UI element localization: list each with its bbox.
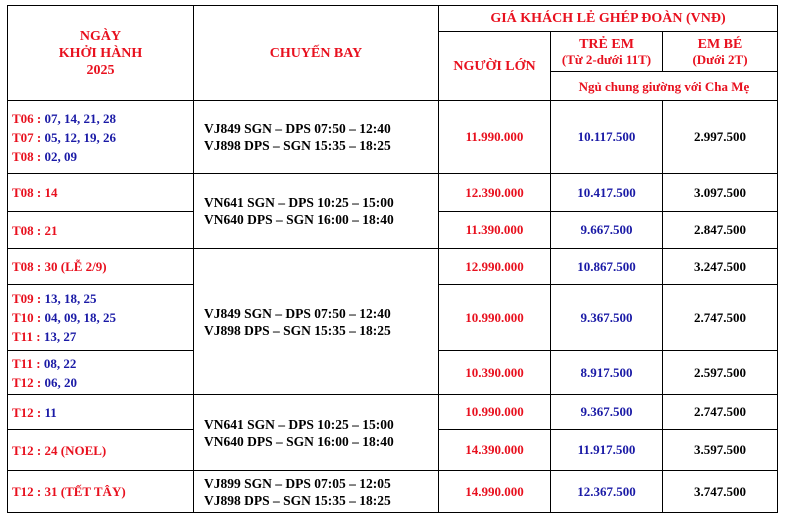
adult-price: 12.990.000 [439, 249, 551, 285]
baby-price: 3.097.500 [663, 174, 778, 212]
date-header-line-3: 2025 [86, 62, 115, 78]
table-row [8, 395, 778, 430]
date-line: T06 : 07, 14, 21, 28 [12, 110, 117, 126]
baby-header-subtitle: (Dưới 2T) [692, 51, 748, 67]
child-column-header [551, 32, 663, 72]
flight-line: VN640 DPS – SGN 16:00 – 18:40 [204, 433, 394, 449]
adult-price: 10.990.000 [439, 285, 551, 351]
date-line: T08 : 02, 09 [12, 148, 78, 164]
flight-line: VN640 DPS – SGN 16:00 – 18:40 [204, 212, 394, 227]
table-row [8, 174, 778, 212]
date-line: T08 : 21 [12, 222, 58, 238]
adult-price: 11.990.000 [439, 101, 551, 174]
date-cell [8, 430, 194, 471]
date-line: T11 : 08, 22 [12, 355, 77, 371]
flight-column-header: CHUYẾN BAY [194, 6, 439, 101]
date-line: T08 : 30 (LỄ 2/9) [12, 259, 107, 274]
table-row [8, 101, 778, 174]
date-cell [8, 471, 194, 513]
date-column-header [8, 6, 194, 101]
child-price: 12.367.500 [551, 471, 663, 513]
date-cell [8, 212, 194, 249]
baby-header-title: EM BÉ [697, 36, 743, 52]
flight-cell [194, 174, 439, 249]
flight-line: VJ898 DPS – SGN 15:35 – 18:25 [204, 492, 391, 508]
date-cell [8, 285, 194, 351]
baby-price: 2.997.500 [663, 101, 778, 174]
price-table-wrapper [7, 5, 778, 513]
child-header-title: TRẺ EM [579, 36, 634, 52]
flight-line: VJ849 SGN – DPS 07:50 – 12:40 [204, 121, 391, 136]
flight-line: VJ898 DPS – SGN 15:35 – 18:25 [204, 138, 391, 153]
date-header-line-1: NGÀY [79, 28, 122, 44]
table-row [8, 249, 778, 285]
flight-line: VN641 SGN – DPS 10:25 – 15:00 [204, 416, 394, 432]
date-line: T11 : 13, 27 [12, 329, 77, 344]
header-row-1 [8, 6, 778, 32]
flight-line: VJ899 SGN – DPS 07:05 – 12:05 [204, 475, 391, 491]
date-cell [8, 101, 194, 174]
date-cell [8, 249, 194, 285]
baby-price: 2.847.500 [663, 212, 778, 249]
adult-price: 12.390.000 [439, 174, 551, 212]
date-cell [8, 174, 194, 212]
flight-line: VJ898 DPS – SGN 15:35 – 18:25 [204, 322, 391, 338]
flight-cell [194, 101, 439, 174]
child-price: 10.117.500 [551, 101, 663, 174]
date-line: T09 : 13, 18, 25 [12, 291, 97, 306]
child-price: 10.417.500 [551, 174, 663, 212]
adult-price: 10.390.000 [439, 351, 551, 395]
flight-line: VN641 SGN – DPS 10:25 – 15:00 [204, 195, 394, 210]
tour-price-table [7, 5, 778, 513]
table-row [8, 471, 778, 513]
child-price: 10.867.500 [551, 249, 663, 285]
date-line: T12 : 31 (TẾT TÂY) [12, 484, 126, 499]
child-price: 8.917.500 [551, 351, 663, 395]
shared-bed-note: Ngủ chung giường với Cha Mẹ [551, 72, 778, 101]
baby-price: 3.247.500 [663, 249, 778, 285]
date-line: T12 : 06, 20 [12, 374, 78, 390]
child-header-subtitle: (Từ 2-dưới 11T) [561, 51, 652, 67]
baby-column-header [663, 32, 778, 72]
child-price: 11.917.500 [551, 430, 663, 471]
child-price: 9.367.500 [551, 285, 663, 351]
adult-price: 10.990.000 [439, 395, 551, 430]
flight-cell [194, 471, 439, 513]
date-line: T12 : 11 [12, 404, 57, 420]
date-header-line-2: KHỞI HÀNH [58, 45, 143, 61]
adult-price: 14.390.000 [439, 430, 551, 471]
baby-price: 3.597.500 [663, 430, 778, 471]
date-line: T10 : 04, 09, 18, 25 [12, 310, 117, 325]
baby-price: 2.747.500 [663, 285, 778, 351]
child-price: 9.667.500 [551, 212, 663, 249]
date-line: T12 : 24 (NOEL) [12, 442, 107, 458]
adult-price: 14.990.000 [439, 471, 551, 513]
date-cell [8, 395, 194, 430]
date-line: T08 : 14 [12, 185, 58, 200]
price-group-header: GIÁ KHÁCH LẺ GHÉP ĐOÀN (VNĐ) [439, 6, 778, 32]
adult-column-header: NGƯỜI LỚN [439, 32, 551, 101]
flight-cell [194, 395, 439, 471]
flight-line: VJ849 SGN – DPS 07:50 – 12:40 [204, 305, 391, 321]
baby-price: 2.597.500 [663, 351, 778, 395]
baby-price: 3.747.500 [663, 471, 778, 513]
adult-price: 11.390.000 [439, 212, 551, 249]
flight-cell [194, 249, 439, 395]
date-cell [8, 351, 194, 395]
date-line: T07 : 05, 12, 19, 26 [12, 129, 117, 145]
child-price: 9.367.500 [551, 395, 663, 430]
baby-price: 2.747.500 [663, 395, 778, 430]
